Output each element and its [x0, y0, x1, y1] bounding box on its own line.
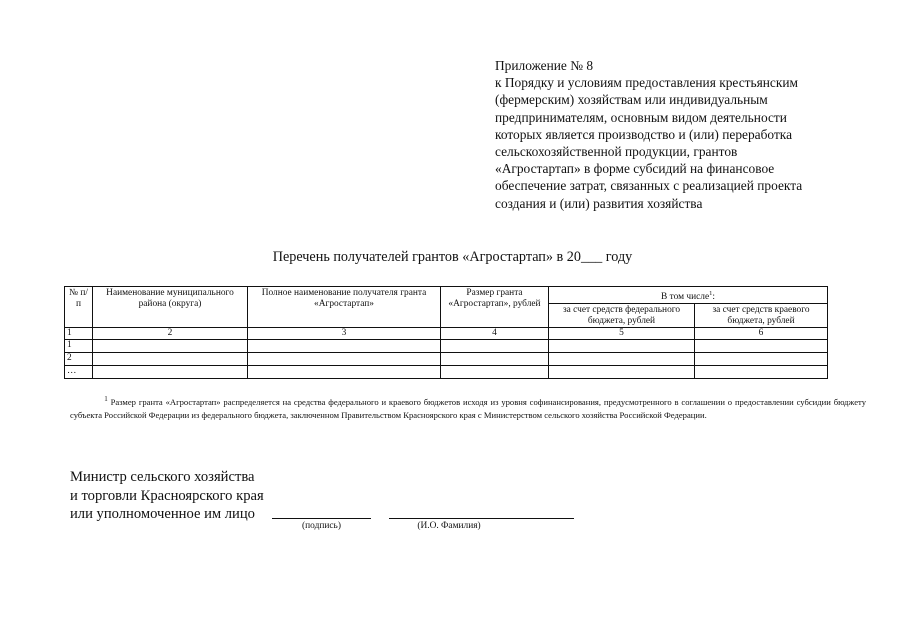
signature-caption: (подпись)	[302, 521, 341, 531]
appendix-line: «Агростартап» в форме субсидий на финансовое	[495, 161, 775, 177]
signatory-block	[70, 468, 264, 524]
table-row	[65, 340, 828, 353]
footnote-text: Размер гранта «Агростартап» распределяется на средства федерального и краевого бюджетов исходя из уровня софинансирования, предусмотренного в соглашении о предоставлении субсидии бюджету субъекта Российской Федерации из федерального бюджета, заключенном Правительством Красноярского края с Министерством сельского хозяйства Российской Федерации.	[70, 396, 867, 420]
name-caption: (И.О. Фамилия)	[417, 521, 481, 531]
recipients-table	[64, 286, 828, 379]
table-cell	[695, 366, 828, 379]
header-federal: за счет средств федерального бюджета, рублей	[549, 304, 695, 328]
footnote-ref: 1	[709, 290, 713, 297]
header-district: Наименование муниципального района (округа)	[93, 287, 248, 328]
appendix-line: к Порядку и условиям предоставления крестьянским	[495, 75, 799, 91]
signatory-line: Министр сельского хозяйства	[70, 469, 255, 485]
table-cell	[695, 353, 828, 366]
header-row	[65, 287, 828, 304]
table-cell: 2	[65, 353, 93, 366]
header-no: № п/п	[65, 287, 93, 328]
header-recipient: Полное наименование получателя гранта «Агростартап»	[248, 287, 441, 328]
name-line	[389, 518, 574, 519]
footnote-mark: 1	[104, 395, 108, 403]
appendix-line: создания и (или) развития хозяйства	[495, 195, 703, 211]
index-cell: 4	[441, 328, 549, 340]
appendix-line: сельскохозяйственной продукции, грантов	[495, 144, 738, 160]
table-row	[65, 366, 828, 379]
index-cell: 1	[65, 328, 93, 340]
signature-line	[272, 518, 371, 519]
appendix-line: предпринимателям, основным видом деятельности	[495, 109, 787, 125]
table-cell	[248, 353, 441, 366]
column-index-row	[65, 328, 828, 340]
table-cell: …	[65, 366, 93, 379]
signatory-line: или уполномоченное им лицо	[70, 506, 255, 522]
header-including: В том числе$^1$:	[549, 287, 828, 304]
table-row	[65, 353, 828, 366]
appendix-number: Приложение № 8	[495, 58, 594, 73]
appendix-line: обеспечение затрат, связанных с реализацией проекта	[495, 178, 803, 194]
table-cell	[695, 340, 828, 353]
table-cell	[549, 366, 695, 379]
table-cell	[549, 340, 695, 353]
table-cell	[93, 366, 248, 379]
signatory-line: и торговли Красноярского края	[70, 487, 264, 504]
appendix-line: которых является производство и (или) переработка	[495, 126, 793, 142]
table-cell	[441, 353, 549, 366]
table-cell	[248, 340, 441, 353]
table-cell	[549, 353, 695, 366]
table-cell	[441, 366, 549, 379]
table-cell: 1	[65, 340, 93, 353]
appendix-header	[495, 57, 890, 212]
header-amount: Размер гранта «Агростартап», рублей	[441, 287, 549, 328]
appendix-line: (фермерским) хозяйствам или индивидуальным	[495, 92, 768, 108]
header-regional: за счет средств краевого бюджета, рублей	[695, 304, 828, 328]
index-cell: 5	[549, 328, 695, 340]
footnote	[70, 393, 866, 421]
table-cell	[93, 353, 248, 366]
table-cell	[93, 340, 248, 353]
table-cell	[248, 366, 441, 379]
index-cell: 2	[93, 328, 248, 340]
index-cell: 3	[248, 328, 441, 340]
document-title: Перечень получателей грантов «Агростартап» в 20___ году	[272, 249, 633, 265]
index-cell: 6	[695, 328, 828, 340]
table-cell	[441, 340, 549, 353]
